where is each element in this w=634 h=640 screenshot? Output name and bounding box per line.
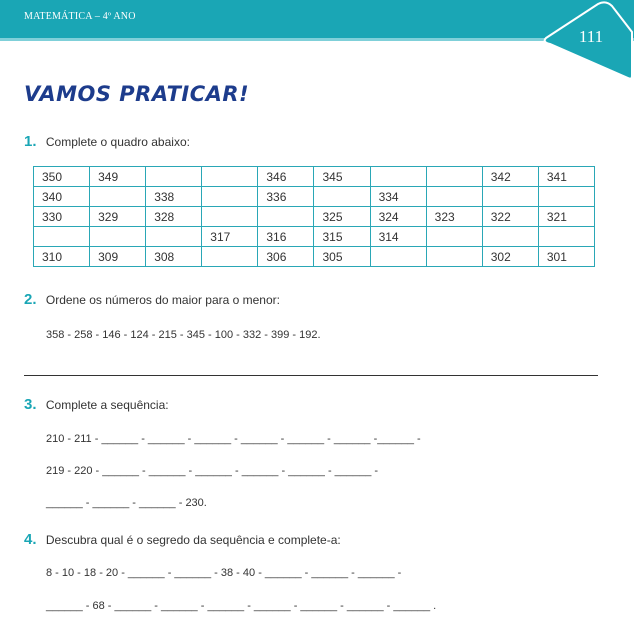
grid-cell: 323 [426, 207, 482, 227]
question-3-number: 3. [24, 396, 37, 413]
grid-cell[interactable] [90, 227, 146, 247]
page-heading: VAMOS PRATICAR! [24, 82, 250, 106]
grid-cell[interactable] [146, 227, 202, 247]
grid-row [34, 227, 595, 247]
question-1-text: Complete o quadro abaixo: [45, 135, 190, 149]
sequence-line-3[interactable]: ______ - ______ - ______ - 230. [46, 497, 207, 509]
grid-cell[interactable] [314, 187, 370, 207]
grid-cell: 324 [370, 207, 426, 227]
grid-cell[interactable] [202, 247, 258, 267]
grid-cell[interactable] [426, 167, 482, 187]
grid-cell: 340 [34, 187, 90, 207]
grid-row [34, 207, 595, 227]
grid-cell: 302 [482, 247, 538, 267]
sequence-line-2[interactable]: 219 - 220 - ______ - ______ - ______ - ______ - ______ - ______ - [46, 465, 379, 477]
grid-cell[interactable] [482, 187, 538, 207]
question-4 [24, 531, 341, 548]
grid-row [34, 247, 595, 267]
grid-cell[interactable] [370, 167, 426, 187]
grid-cell: 305 [314, 247, 370, 267]
question-2-text: Ordene os números do maior para o menor: [45, 293, 280, 307]
grid-cell: 315 [314, 227, 370, 247]
question-1-number: 1. [24, 133, 37, 150]
numbers-list: 358 - 258 - 146 - 124 - 215 - 345 - 100 - 332 - 399 - 192. [46, 329, 321, 341]
grid-cell: 316 [258, 227, 314, 247]
grid-cell: 309 [90, 247, 146, 267]
grid-row [34, 187, 595, 207]
grid-cell: 301 [538, 247, 594, 267]
question-3 [24, 396, 169, 413]
page-number: 111 [578, 27, 604, 46]
grid-cell[interactable] [426, 247, 482, 267]
grid-cell: 338 [146, 187, 202, 207]
grid-cell[interactable] [146, 167, 202, 187]
grid-cell: 325 [314, 207, 370, 227]
question-2 [24, 291, 280, 308]
grid-cell: 346 [258, 167, 314, 187]
grid-cell: 349 [90, 167, 146, 187]
grid-cell[interactable] [426, 227, 482, 247]
grid-cell[interactable] [538, 187, 594, 207]
grid-cell: 321 [538, 207, 594, 227]
grid-cell: 314 [370, 227, 426, 247]
grid-cell[interactable] [90, 187, 146, 207]
grid-cell: 329 [90, 207, 146, 227]
grid-cell: 336 [258, 187, 314, 207]
question-2-number: 2. [24, 291, 37, 308]
grid-cell: 341 [538, 167, 594, 187]
grid-cell: 350 [34, 167, 90, 187]
grid-cell[interactable] [202, 187, 258, 207]
grid-cell: 308 [146, 247, 202, 267]
grid-cell: 317 [202, 227, 258, 247]
grid-cell: 306 [258, 247, 314, 267]
grid-cell[interactable] [34, 227, 90, 247]
grid-cell[interactable] [426, 187, 482, 207]
grid-row [34, 167, 595, 187]
grid-cell: 345 [314, 167, 370, 187]
question-3-text: Complete a sequência: [45, 398, 169, 412]
sequence-line-1[interactable]: 210 - 211 - ______ - ______ - ______ - ______ - ______ - ______ -______ - [46, 433, 421, 445]
grid-cell: 334 [370, 187, 426, 207]
answer-line[interactable] [24, 375, 598, 376]
grid-cell: 310 [34, 247, 90, 267]
grid-cell[interactable] [202, 167, 258, 187]
grid-cell: 330 [34, 207, 90, 227]
grid-cell[interactable] [482, 227, 538, 247]
question-1 [24, 133, 190, 150]
grid-cell: 328 [146, 207, 202, 227]
pattern-line-1[interactable]: 8 - 10 - 18 - 20 - ______ - ______ - 38 - 40 - ______ - ______ - ______ - [46, 567, 402, 579]
grid-cell[interactable] [258, 207, 314, 227]
number-grid [33, 166, 595, 267]
grid-cell[interactable] [370, 247, 426, 267]
question-4-text: Descubra qual é o segredo da sequência e complete-a: [45, 533, 341, 547]
grid-cell: 322 [482, 207, 538, 227]
header-title: MATEMÁTICA – 4º ANO [24, 11, 136, 22]
grid-cell[interactable] [202, 207, 258, 227]
grid-cell: 342 [482, 167, 538, 187]
pattern-line-2[interactable]: ______ - 68 - ______ - ______ - ______ - ______ - ______ - ______ - ______ . [46, 600, 437, 612]
question-4-number: 4. [24, 531, 37, 548]
grid-cell[interactable] [538, 227, 594, 247]
